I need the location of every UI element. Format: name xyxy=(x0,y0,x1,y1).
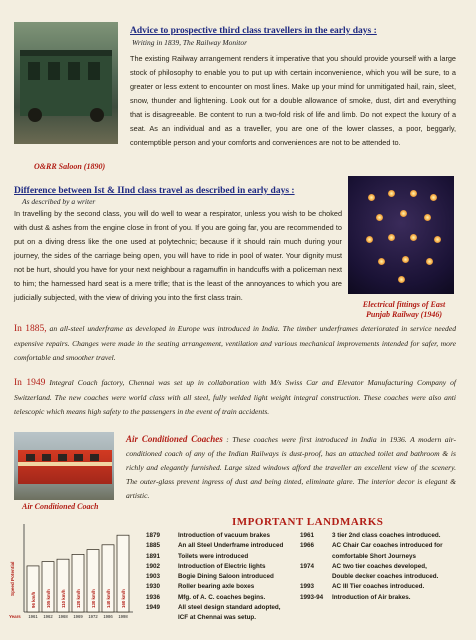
lamp-glow xyxy=(402,256,409,263)
landmark-year: 1961 xyxy=(300,532,315,539)
chart-data-label: 140 km/h xyxy=(106,589,111,608)
chart-tick-label: 1961 xyxy=(28,614,38,619)
saloon-window xyxy=(48,62,60,80)
landmark-text: ICF at Chennai was setup. xyxy=(178,614,257,622)
lamp-glow xyxy=(366,236,373,243)
landmark-text: Introduction of Air brakes. xyxy=(332,593,411,601)
chart-tick-label: 1962 xyxy=(43,614,53,619)
landmark-row xyxy=(146,583,306,593)
chart-ylabel: Speed Potential xyxy=(10,561,15,596)
landmark-year: 1903 xyxy=(146,573,161,581)
landmark-text: All steel design standard adopted, xyxy=(178,604,281,612)
landmarks-left-column xyxy=(146,532,306,625)
landmark-year: 1885 xyxy=(146,542,161,550)
difference-source: As described by a writer xyxy=(22,197,96,206)
ac-coach-window xyxy=(90,454,99,461)
landmark-row xyxy=(146,573,306,583)
section-1949 xyxy=(14,376,456,420)
chart-tick-label: 1968 xyxy=(58,614,68,619)
saloon-carriage xyxy=(20,50,112,116)
difference-body: In travelling by the second class, you will do well to wear a respirator, unless you wish to be choked with dust & ashes from the engine close in front of you. If you are going far, you are recommended to put on a diving dress like the one used at polytechnic; because if it should rain much during your journey, the sides of the carriage being open, you will have to ride in pool of water. Your dignity must not be hurt, should you have for your next neighbour a ragamuffin in handcuffs with a policeman next to him; the harnessed hard seat is a mere trifle; that is the least of the annoyances to which you are judicially subjected, with the view of driving you into the first class train. xyxy=(14,209,342,302)
landmarks-right-column xyxy=(300,532,462,604)
difference-title: Difference between Ist & IInd class travel as described in early days : xyxy=(14,186,295,196)
landmark-text: Toilets were introduced xyxy=(178,552,249,560)
landmark-year: 1891 xyxy=(146,552,161,560)
ac-coach-window xyxy=(58,454,67,461)
ac-coach-window xyxy=(26,454,35,461)
lamp-glow xyxy=(424,214,431,221)
landmark-text: Introduction of vacuum brakes xyxy=(178,532,271,539)
saloon-wheel xyxy=(90,108,104,122)
landmark-row xyxy=(146,542,306,552)
saloon-window xyxy=(88,62,100,80)
section-1885 xyxy=(14,322,456,366)
lamp-glow xyxy=(388,234,395,241)
chart-tick-label: 1969 xyxy=(73,614,83,619)
saloon-wheel xyxy=(28,108,42,122)
lamp-glow xyxy=(410,234,417,241)
landmark-row xyxy=(300,563,462,573)
saloon-caption: O&RR Saloon (1890) xyxy=(34,162,106,171)
landmark-row xyxy=(300,573,462,583)
lamp-glow xyxy=(434,236,441,243)
ac-coach-window xyxy=(74,454,83,461)
landmark-text: 3 tier 2nd class coaches introduced. xyxy=(332,532,441,539)
landmark-text: Introduction of Electric lights xyxy=(178,562,266,570)
chart-tick-label: 1986 xyxy=(103,614,113,619)
section-1885-body: an all-steel underframe as developed in Europe was introduced in India. The timber underframes deteriorated in service needed expensive repairs. Changes were made in the seating arrangement, ventilation and various mechanical improvements intended for safer, more comfortable and smoother travel. xyxy=(14,324,456,362)
lamp-glow xyxy=(410,190,417,197)
landmark-row xyxy=(300,532,462,542)
lamp-glow xyxy=(388,190,395,197)
advice-body: The existing Railway arrangement renders it imperative that you should provide yourself with a large stock of philosophy to enable you to put up with certain inconvenience, which you will be sure, to a greater or less extent to encounter on most lines. Make up your mind for unmitigated hail, rain, sleet, snow, thunder and lightening. Look out for a double allowance of smoke, dust, dirt and everything that is disagreeable. Be content to run a two-fold risk of life and limb. Do not expect the luxury of a seat. As an individual and as a traveller, you are one of the lower classes, a poor, beggarly, contemptible person and your comforts and conveniences are not to be attended to. xyxy=(130,54,456,147)
lamp-glow xyxy=(398,276,405,283)
landmark-text: AC Chair Car coaches introduced for xyxy=(332,542,443,550)
landmark-text: An all Steel Underframe introduced xyxy=(178,542,284,550)
advice-title: Advice to prospective third class travellers in the early days : xyxy=(130,26,377,36)
lamp-glow xyxy=(426,258,433,265)
landmark-year: 1879 xyxy=(146,532,161,539)
lamp-glow xyxy=(400,210,407,217)
saloon-window xyxy=(68,62,80,80)
landmark-row xyxy=(146,532,306,542)
landmark-text: AC two tier coaches developed, xyxy=(332,562,427,570)
landmark-text: Mfg. of A. C. coaches begins. xyxy=(178,593,266,601)
lamp-glow xyxy=(368,194,375,201)
chart-data-label: 130 km/h xyxy=(91,589,96,608)
landmark-text: comfortable Short Journeys xyxy=(332,552,416,560)
chart-data-label: 96 km/h xyxy=(31,591,36,608)
landmark-year: 1993 xyxy=(300,583,315,591)
landmark-text: AC III Tier coaches introduced. xyxy=(332,583,425,591)
chart-data-label: 160 km/h xyxy=(121,589,126,608)
section-ac-body: : These coaches were first introduced in India in 1936. A modern air-conditioned coach of any of the Indian Railways is dust-proof, has an attached toilet and bathroom & is richly and elegantly furnished. Large sized windows afford the traveller an excellent view of the scenery. The outer-glass prevent ingress of dust and being tinted, eliminate glare. The interior decor is elegant & artistic. xyxy=(126,435,457,500)
section-ac xyxy=(126,432,456,503)
chart-tick-label: 1972 xyxy=(88,614,98,619)
landmark-year: 1902 xyxy=(146,562,161,570)
lamp-glow xyxy=(376,214,383,221)
landmark-year: 1974 xyxy=(300,562,315,570)
landmark-row xyxy=(300,594,462,604)
saloon-photo xyxy=(14,22,118,144)
saloon-window xyxy=(28,62,40,80)
landmark-row xyxy=(300,583,462,593)
chart-data-label: 105 km/h xyxy=(46,589,51,608)
chart-tick-label: 1998 xyxy=(118,614,128,619)
section-ac-lead: Air Conditioned Coaches xyxy=(126,434,223,444)
ac-coach-caption: Air Conditioned Coach xyxy=(22,502,99,511)
landmark-text: Roller bearing axle boxes xyxy=(178,583,255,591)
electrical-fittings-photo xyxy=(348,176,454,294)
fittings-caption: Electrical fittings of East Punjab Railway (1946) xyxy=(362,300,446,319)
lamp-glow xyxy=(430,194,437,201)
lamp-glow xyxy=(378,258,385,265)
landmark-row xyxy=(146,594,306,604)
section-1949-body: Integral Coach factory, Chennai was set up in collaboration with M/s Swiss Car and Elevator Manufacturing Company of Switzerland. The new coaches were world class with all steel, fully welded light weight integral construction. These coaches were also anti telescopic which means high safety to the passengers in the event of train accidents. xyxy=(14,378,457,416)
landmark-year: 1930 xyxy=(146,583,161,591)
landmark-year: 1993-94 xyxy=(300,593,324,601)
chart-xlabel: Years xyxy=(9,614,21,619)
section-1949-lead: In 1949 xyxy=(14,378,46,388)
landmark-row xyxy=(300,542,462,552)
landmark-text: Bogie Dining Saloon introduced xyxy=(178,573,274,581)
landmark-year: 1966 xyxy=(300,542,315,550)
chart-data-label: 110 km/h xyxy=(61,589,66,608)
landmark-row xyxy=(146,563,306,573)
ac-coach-window xyxy=(42,454,51,461)
landmark-row xyxy=(300,553,462,563)
landmark-text: Double decker coaches introduced. xyxy=(332,573,439,581)
speed-potential-chart xyxy=(8,516,134,628)
chart-data-label: 120 km/h xyxy=(76,589,81,608)
landmark-row xyxy=(146,614,306,624)
ac-coach-photo xyxy=(14,432,114,500)
landmark-row xyxy=(146,553,306,563)
landmarks-title: IMPORTANT LANDMARKS xyxy=(232,516,384,528)
section-1885-lead: In 1885, xyxy=(14,324,47,334)
landmark-row xyxy=(146,604,306,614)
advice-source: Writing in 1839, The Railway Monitor xyxy=(132,38,248,47)
landmark-year: 1936 xyxy=(146,593,161,601)
ac-coach-stripe xyxy=(18,462,112,466)
landmark-year: 1949 xyxy=(146,604,161,612)
